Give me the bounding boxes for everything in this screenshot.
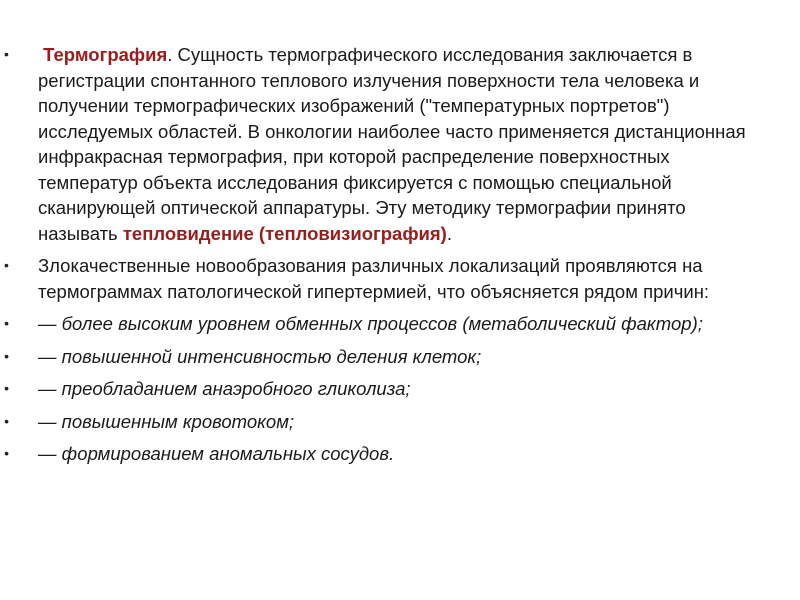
paragraph-text: . Сущность термографического исследования заключается в регистрации спонтанного теплового излучения поверхности тела человека и получении термографических изображений ("температурных портретов") исследуемых областей. В онкологии наиболее часто применяется дистанционная инфракрасная термография, при которой распределение поверхностных температур объекта исследования фиксируется с помощью специальной сканирующей оптической аппаратуры. Эту методику термографии принято называть	[38, 44, 746, 244]
bullet-icon: •	[4, 257, 9, 273]
bullet-item-glycolysis	[0, 376, 760, 402]
bullet-item-cell-division	[0, 344, 760, 370]
bullet-text: — повышенным кровотоком;	[38, 410, 295, 432]
bullet-item-malignant	[0, 253, 760, 304]
bullet-text: — более высоким уровнем обменных процессов (метаболический фактор);	[38, 313, 703, 334]
paragraph-end: .	[446, 222, 452, 244]
bullet-text: — повышенной интенсивностью деления клеток;	[38, 345, 482, 367]
highlighted-term-thermography: Термография	[43, 44, 168, 65]
bullet-icon: •	[4, 46, 9, 62]
bullet-item-vessels	[0, 441, 760, 467]
bullet-item-thermography	[0, 42, 760, 246]
bullet-text	[38, 44, 746, 244]
bullet-item-metabolic	[0, 311, 760, 337]
bullet-icon: •	[4, 347, 9, 364]
bullet-text: Злокачественные новообразования различных локализаций проявляются на термограммах патологической гипертермией, что объясняется рядом причин:	[38, 255, 710, 302]
bullet-text: — формированием аномальных сосудов.	[38, 443, 395, 464]
highlighted-term-thermovision: тепловидение (тепловизиография)	[122, 222, 447, 244]
bullet-list	[0, 42, 760, 474]
bullet-icon: •	[4, 412, 9, 429]
bullet-icon: •	[4, 380, 9, 396]
bullet-item-blood-flow	[0, 409, 760, 435]
bullet-text: — преобладанием анаэробного гликолиза;	[38, 378, 411, 399]
bullet-icon: •	[4, 445, 9, 461]
bullet-icon: •	[4, 315, 9, 331]
